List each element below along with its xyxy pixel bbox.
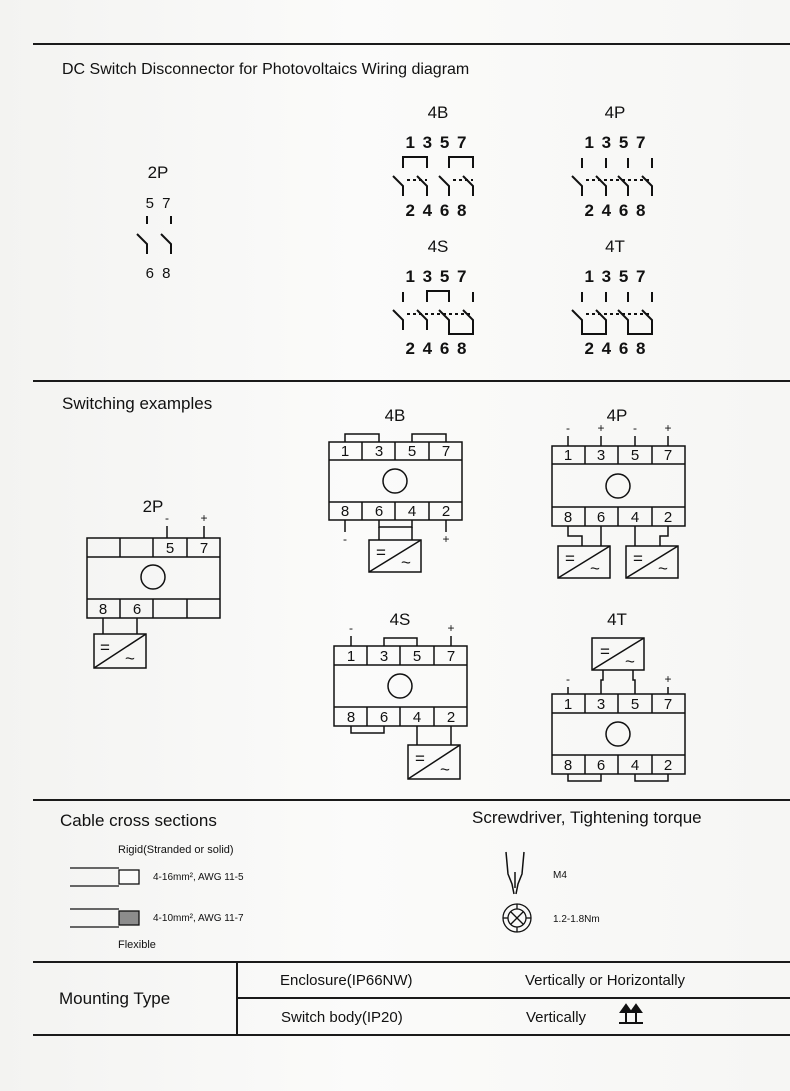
switching-4s bbox=[334, 610, 467, 779]
mounting-row-enclosure-value: Vertically or Horizontally bbox=[525, 972, 686, 989]
wiring-2p bbox=[137, 163, 171, 282]
4p-bottom-terminal-8: 8 bbox=[563, 509, 573, 526]
4s-bottom-terminal-6: 6 bbox=[379, 709, 389, 726]
wiring-4b bbox=[393, 103, 473, 220]
2p-bottom-terminal-8: 8 bbox=[98, 601, 108, 618]
4s-ac-symbol: ~ bbox=[440, 760, 450, 779]
4b-ac-symbol: ~ bbox=[401, 553, 411, 572]
4p-plus-sign-1: + bbox=[597, 421, 605, 435]
4p-bottom-terminal-2: 2 bbox=[663, 509, 673, 526]
4p-top-terminal-3: 3 bbox=[596, 447, 606, 464]
wiring-2p-top-numbers: 5 7 bbox=[145, 195, 171, 212]
4p-top-terminal-1: 1 bbox=[563, 447, 573, 464]
4s-bottom-terminal-8: 8 bbox=[346, 709, 356, 726]
4b-top-terminal-1: 1 bbox=[340, 443, 350, 460]
4t-top-terminal-5: 5 bbox=[630, 696, 640, 713]
4t-bottom-terminal-4: 4 bbox=[630, 757, 640, 774]
4p-bottom-terminal-6: 6 bbox=[596, 509, 606, 526]
4t-bottom-terminal-2: 2 bbox=[663, 757, 673, 774]
switching-2p-label: 2P bbox=[142, 497, 164, 516]
mounting-type-label: Mounting Type bbox=[59, 989, 171, 1008]
2p-dc-symbol: = bbox=[100, 638, 110, 657]
switching-4p bbox=[552, 406, 685, 578]
2p-minus-sign: - bbox=[165, 511, 169, 525]
rigid-spec: 4-16mm², AWG 11-5 bbox=[153, 872, 244, 883]
upright-arrows-icon bbox=[619, 1005, 643, 1023]
4p-bottom-terminal-4: 4 bbox=[630, 509, 640, 526]
4s-minus-sign: - bbox=[349, 621, 353, 635]
mounting-row-body-item: Switch body(IP20) bbox=[281, 1009, 403, 1026]
wiring-4s-bottom-numbers: 2 4 6 8 bbox=[405, 339, 467, 358]
torque-value: 1.2-1.8Nm bbox=[553, 914, 600, 925]
flexible-spec: 4-10mm², AWG 11-7 bbox=[153, 913, 244, 924]
screwdriver-heading: Screwdriver, Tightening torque bbox=[472, 808, 702, 827]
wiring-4t-top-numbers: 1 3 5 7 bbox=[584, 267, 646, 286]
4b-plus-sign: + bbox=[442, 532, 450, 546]
4t-minus-sign: - bbox=[566, 672, 570, 686]
wiring-4b-top-numbers: 1 3 5 7 bbox=[405, 133, 467, 152]
4t-bottom-terminal-8: 8 bbox=[563, 757, 573, 774]
wiring-2p-bottom-numbers: 6 8 bbox=[145, 265, 171, 282]
4s-top-terminal-1: 1 bbox=[346, 648, 356, 665]
flexible-label: Flexible bbox=[118, 939, 156, 951]
4b-bottom-terminal-2: 2 bbox=[441, 503, 451, 520]
4t-top-terminal-1: 1 bbox=[563, 696, 573, 713]
4b-top-terminal-7: 7 bbox=[441, 443, 451, 460]
4t-dc-symbol: = bbox=[600, 642, 610, 661]
switching-4t bbox=[552, 610, 685, 781]
4s-dc-symbol: = bbox=[415, 749, 425, 768]
2p-ac-symbol: ~ bbox=[125, 649, 135, 668]
4t-bottom-terminal-6: 6 bbox=[596, 757, 606, 774]
mounting-row-enclosure-item: Enclosure(IP66NW) bbox=[280, 972, 413, 989]
mounting-row-body-value: Vertically bbox=[526, 1009, 587, 1026]
wiring-4p-top-numbers: 1 3 5 7 bbox=[584, 133, 646, 152]
switching-4b bbox=[329, 406, 462, 572]
4p-minus-sign-2: - bbox=[633, 421, 637, 435]
wiring-4t-bottom-numbers: 2 4 6 8 bbox=[584, 339, 646, 358]
wiring-4b-label: 4B bbox=[427, 103, 449, 122]
4b-dc-symbol: = bbox=[376, 543, 386, 562]
4p-top-terminal-5: 5 bbox=[630, 447, 640, 464]
4b-top-terminal-5: 5 bbox=[407, 443, 417, 460]
4s-bottom-terminal-4: 4 bbox=[412, 709, 422, 726]
wiring-4b-bottom-numbers: 2 4 6 8 bbox=[405, 201, 467, 220]
4b-top-terminal-3: 3 bbox=[374, 443, 384, 460]
wiring-4p bbox=[572, 103, 652, 220]
switching-4s-label: 4S bbox=[389, 610, 411, 629]
2p-bottom-terminal-6: 6 bbox=[132, 601, 142, 618]
4p-dc-symbol-1: = bbox=[565, 549, 575, 568]
screwdriver-icon bbox=[506, 852, 524, 894]
wiring-2p-label: 2P bbox=[147, 163, 169, 182]
wiring-4p-bottom-numbers: 2 4 6 8 bbox=[584, 201, 646, 220]
torque-icon bbox=[503, 904, 531, 932]
4b-bottom-terminal-6: 6 bbox=[374, 503, 384, 520]
switching-2p bbox=[87, 497, 220, 668]
4b-bottom-terminal-4: 4 bbox=[407, 503, 417, 520]
switching-heading: Switching examples bbox=[62, 394, 213, 413]
wiring-4s-label: 4S bbox=[427, 237, 449, 256]
wiring-4p-label: 4P bbox=[604, 103, 626, 122]
4s-plus-sign: + bbox=[447, 621, 455, 635]
page-title: DC Switch Disconnector for Photovoltaics Wiring diagram bbox=[62, 61, 470, 78]
wiring-4s-top-numbers: 1 3 5 7 bbox=[405, 267, 467, 286]
4b-minus-sign: - bbox=[343, 532, 347, 546]
rigid-cable-icon bbox=[70, 868, 139, 886]
4t-ac-symbol: ~ bbox=[625, 652, 635, 671]
screwdriver-size: M4 bbox=[553, 870, 567, 881]
4p-plus-sign-2: + bbox=[664, 421, 672, 435]
2p-top-terminal-7: 7 bbox=[199, 540, 209, 557]
4s-top-terminal-7: 7 bbox=[446, 648, 456, 665]
4p-minus-sign-1: - bbox=[566, 421, 570, 435]
4p-ac-symbol-1: ~ bbox=[590, 559, 600, 578]
4s-top-terminal-3: 3 bbox=[379, 648, 389, 665]
switching-4b-label: 4B bbox=[384, 406, 406, 425]
4p-dc-symbol-2: = bbox=[633, 549, 643, 568]
switching-4t-label: 4T bbox=[607, 610, 627, 629]
wiring-4t-label: 4T bbox=[605, 237, 625, 256]
2p-top-terminal-5: 5 bbox=[165, 540, 175, 557]
switching-4p-label: 4P bbox=[606, 406, 628, 425]
4t-plus-sign: + bbox=[664, 672, 672, 686]
flexible-cable-icon bbox=[70, 909, 139, 927]
4s-bottom-terminal-2: 2 bbox=[446, 709, 456, 726]
4s-top-terminal-5: 5 bbox=[412, 648, 422, 665]
4p-top-terminal-7: 7 bbox=[663, 447, 673, 464]
cable-heading: Cable cross sections bbox=[60, 811, 217, 830]
rigid-label: Rigid(Stranded or solid) bbox=[118, 844, 234, 856]
wiring-4t bbox=[572, 237, 652, 358]
wiring-4s bbox=[393, 237, 473, 358]
4p-ac-symbol-2: ~ bbox=[658, 559, 668, 578]
4b-bottom-terminal-8: 8 bbox=[340, 503, 350, 520]
4t-top-terminal-3: 3 bbox=[596, 696, 606, 713]
4t-top-terminal-7: 7 bbox=[663, 696, 673, 713]
2p-plus-sign: + bbox=[200, 511, 208, 525]
